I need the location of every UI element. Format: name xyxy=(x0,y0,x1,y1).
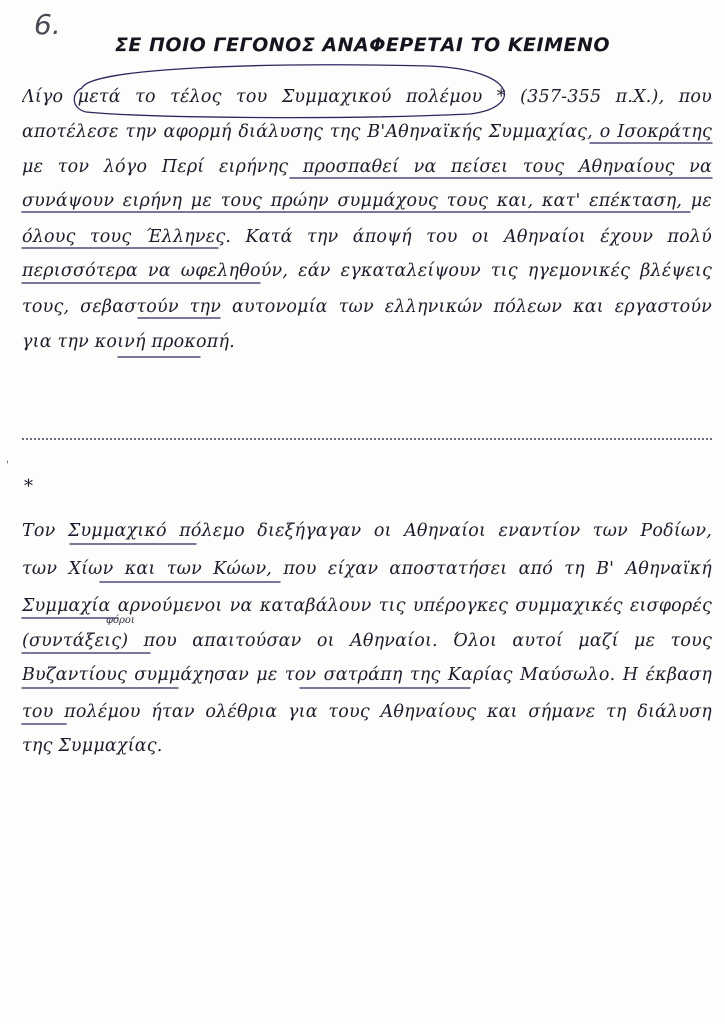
scan-mark: ' xyxy=(6,460,9,471)
paragraph-line: της Συμμαχίας. xyxy=(22,736,163,756)
paragraph-line: Βυζαντίους συμμάχησαν με τον σατράπη της Καρίας Μαύσωλο. Η έκβαση xyxy=(22,665,712,685)
paragraph-line: περισσότερα να ωφεληθούν, εάν εγκαταλείψουν τις ηγεμονικές βλέψεις xyxy=(22,261,712,281)
page-title: ΣΕ ΠΟΙΟ ΓΕΓΟΝΟΣ ΑΝΑΦΕΡΕΤΑΙ ΤΟ ΚΕΙΜΕΝΟ xyxy=(114,34,611,56)
paragraph-line: Συμμαχία αρνούμενοι να καταβάλουν τις υπέρογκες συμμαχικές εισφορές xyxy=(22,596,712,616)
paragraph-line: αποτέλεσε την αφορμή διάλυσης της Β'Αθηναϊκής Συμμαχίας, ο Ισοκράτης xyxy=(22,122,712,142)
paragraph-line: Λίγο μετά το τέλος του Συμμαχικού πολέμου * (357-355 π.Χ.), που xyxy=(22,87,712,107)
paragraph-line: για την κοινή προκοπή. xyxy=(22,332,235,352)
paragraph-line: Τον Συμμαχικό πόλεμο διεξήγαγαν οι Αθηναίοι εναντίον των Ροδίων, xyxy=(22,521,712,541)
paragraph-line: συνάψουν ειρήνη με τους πρώην συμμάχους τους και, κατ' επέκταση, με xyxy=(22,191,712,211)
footnote-marker: * xyxy=(24,476,33,497)
handwritten-annotation: φόροι xyxy=(106,615,135,626)
paragraph-line: με τον λόγο Περί ειρήνης προσπαθεί να πείσει τους Αθηναίους να xyxy=(22,157,712,177)
paragraph-line: (συντάξεις) που απαιτούσαν οι Αθηναίοι. Όλοι αυτοί μαζί με τους xyxy=(22,631,712,651)
paragraph-line: των Χίων και των Κώων, που είχαν αποστατήσει από τη Β' Αθηναϊκή xyxy=(22,559,712,579)
paragraph-line: όλους τους Έλληνες. Κατά την άποψή του οι Αθηναίοι έχουν πολύ xyxy=(22,227,712,247)
dotted-divider xyxy=(22,438,712,440)
page-number: 6. xyxy=(34,8,61,41)
paragraph-line: τους, σεβαστούν την αυτονομία των ελληνικών πόλεων και εργαστούν xyxy=(22,297,712,317)
paragraph-line: του πολέμου ήταν ολέθρια για τους Αθηναίους και σήμανε τη διάλυση xyxy=(22,702,712,722)
